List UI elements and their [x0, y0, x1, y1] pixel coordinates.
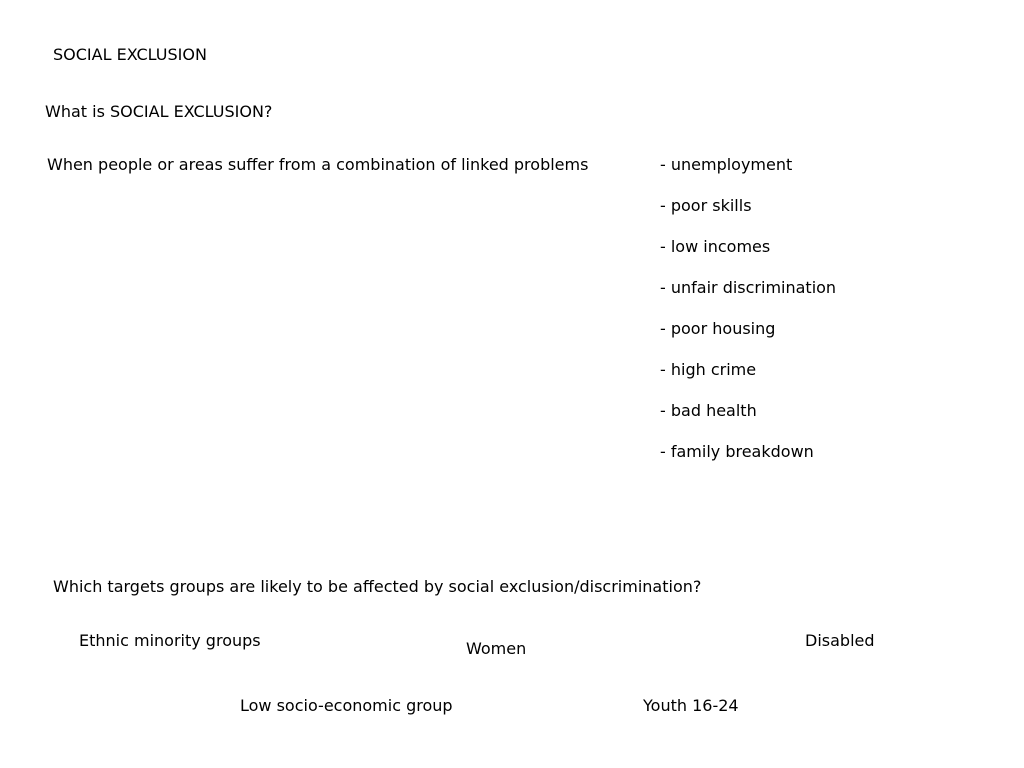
definition-question: What is SOCIAL EXCLUSION? — [45, 102, 273, 121]
group-disabled: Disabled — [805, 631, 875, 650]
list-item: - high crime — [660, 360, 757, 379]
group-ethnic-minority: Ethnic minority groups — [79, 631, 261, 650]
list-item: - low incomes — [660, 237, 771, 256]
list-item: - unemployment — [660, 155, 793, 174]
list-item: - poor housing — [660, 319, 776, 338]
list-item: - poor skills — [660, 196, 752, 215]
group-youth: Youth 16-24 — [643, 696, 739, 715]
definition-text: When people or areas suffer from a combination of linked problems — [47, 155, 589, 174]
list-item: - bad health — [660, 401, 757, 420]
groups-question: Which targets groups are likely to be affected by social exclusion/discrimination? — [53, 577, 702, 596]
page-title: SOCIAL EXCLUSION — [53, 45, 207, 64]
list-item: - family breakdown — [660, 442, 814, 461]
group-low-socio-economic: Low socio-economic group — [240, 696, 453, 715]
list-item: - unfair discrimination — [660, 278, 837, 297]
group-women: Women — [466, 639, 527, 658]
problems-list — [660, 155, 836, 483]
